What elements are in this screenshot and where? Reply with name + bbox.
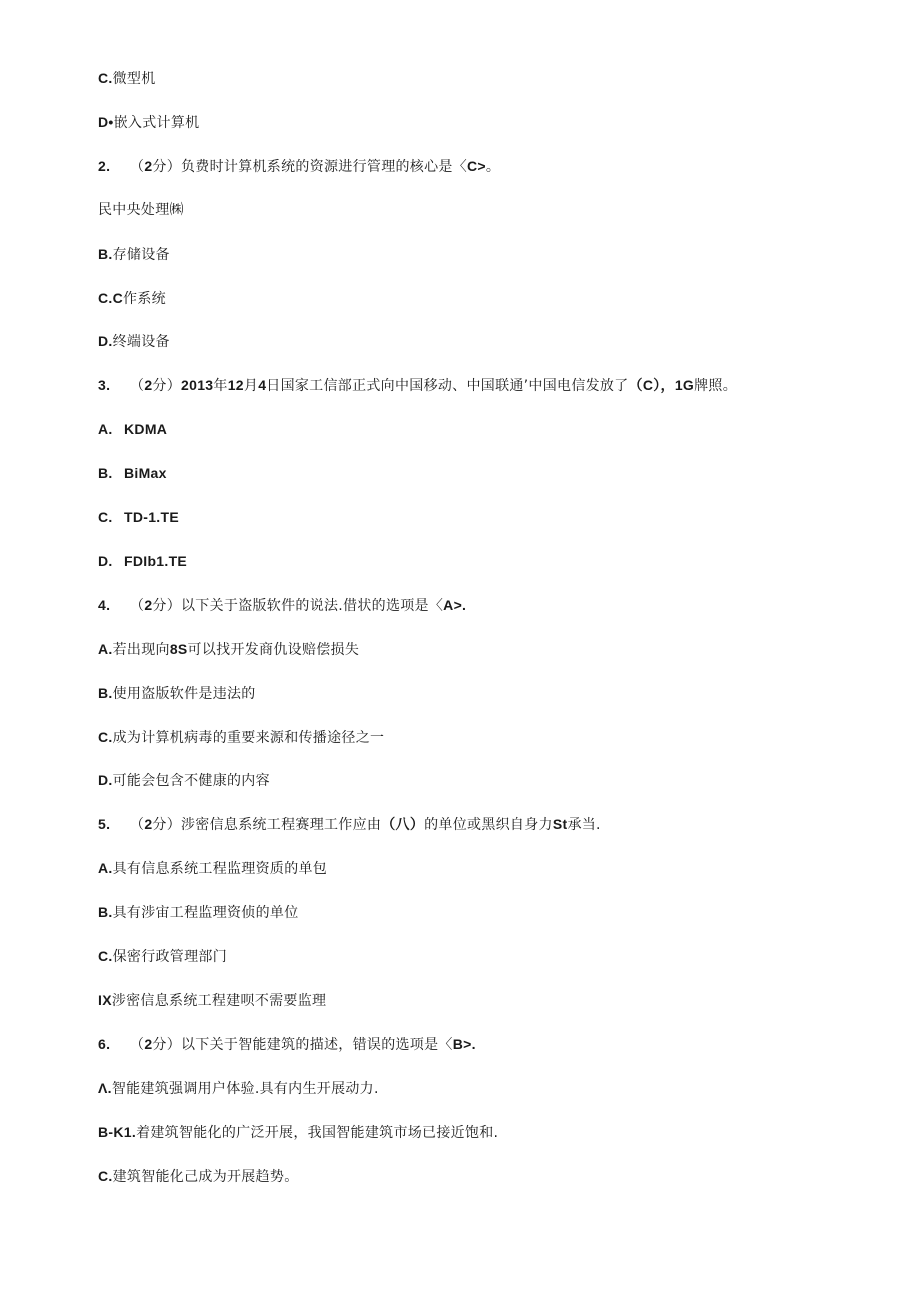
bold-text: B>. (452, 1036, 476, 1052)
bold-text: St (552, 816, 568, 832)
text-segment: 分） (152, 378, 182, 394)
option-line (98, 463, 167, 484)
bold-text: 2 (144, 377, 153, 393)
question-number: 6. (98, 1036, 111, 1052)
option-line (98, 1166, 299, 1187)
text-segment: 具有信息系统工程监理资质的单包 (112, 861, 328, 877)
text-segment: 分）以下关于盗版软件的说法.借状的选项是〈 (152, 598, 444, 614)
text-segment: 作系统 (123, 291, 166, 307)
option-line (98, 331, 170, 352)
option-line (98, 68, 156, 89)
text-segment: 存储设备 (112, 247, 170, 263)
text-segment: 若出现向 (112, 642, 170, 658)
question-line (98, 814, 601, 835)
option-line (98, 112, 199, 133)
text-segment: 日国家工信部正式向中国移动、中国联通’中国电信发放了 (266, 378, 629, 394)
text-segment: 终端设备 (112, 334, 170, 350)
bold-text: C> (467, 158, 486, 174)
bold-text: C. (98, 948, 113, 964)
bold-text: D. (98, 772, 113, 788)
text-segment: （ (130, 1037, 145, 1053)
bold-text: 2013 (181, 377, 214, 393)
text-segment: 使用盗版软件是违法的 (112, 686, 256, 702)
text-segment: 分）负费时计算机系统的资源进行管理的核心是〈 (152, 159, 468, 175)
bold-text: Λ. (98, 1080, 112, 1096)
text-segment: 涉密信息系统工程建呗不需要监理 (111, 993, 327, 1009)
question-line (98, 595, 466, 616)
bold-text: D. (98, 333, 113, 349)
option-line (98, 858, 327, 879)
option-label: C. (98, 509, 113, 525)
bold-text: FDIb1.TE (124, 553, 188, 569)
text-segment: （ (130, 817, 145, 833)
text-segment: （ (130, 598, 145, 614)
text-segment: 年 (213, 378, 228, 394)
bold-text: A. (98, 641, 113, 657)
text-segment: 可以找开发商仇设赔偿损失 (187, 642, 360, 658)
text-segment: 成为计算机病毒的重要来源和传播途径之一 (112, 730, 385, 746)
text-segment: 智能建筑强调用户体验.具有内生开展动力. (111, 1081, 379, 1097)
option-line (98, 551, 187, 572)
bold-text: 8S (169, 641, 188, 657)
option-line (98, 1122, 498, 1143)
question-number: 4. (98, 597, 111, 613)
bold-text: A>. (443, 597, 467, 613)
option-line (98, 683, 256, 704)
bold-text: TD-1.TE (124, 509, 179, 525)
bold-text: B. (98, 685, 113, 701)
bold-text: 2 (144, 816, 153, 832)
text-segment: 着建筑智能化的广泛开展，我国智能建筑市场已接近饱和. (136, 1125, 499, 1141)
bold-text: C.C (98, 290, 124, 306)
option-line (98, 902, 299, 923)
bold-text: 4 (258, 377, 267, 393)
text-segment: 月 (243, 378, 259, 394)
bold-text: （C），1G (628, 377, 695, 393)
option-line (98, 288, 166, 309)
bold-text: C. (98, 729, 113, 745)
option-line (98, 990, 326, 1011)
bold-text: 12 (227, 377, 244, 393)
text-segment: 分）以下关于智能建筑的描述，错误的选项是〈 (152, 1037, 453, 1053)
option-line (98, 770, 270, 791)
bold-text: （八） (381, 816, 425, 832)
bold-text: 2 (144, 1036, 153, 1052)
option-label: B. (98, 465, 113, 481)
text-segment: 保密行政管理部门 (112, 949, 228, 965)
text-segment: 具有涉宙工程监理资侦的单位 (112, 905, 299, 921)
option-label: D. (98, 553, 113, 569)
text-segment: 可能会包含不健康的内容 (112, 773, 270, 789)
option-line (98, 727, 384, 748)
bold-text: A. (98, 860, 113, 876)
text-segment: 微型机 (112, 71, 156, 87)
option-line (98, 200, 184, 220)
text-segment: 的单位或黑织自身力 (424, 817, 553, 833)
text-segment: （ (130, 159, 145, 175)
option-line (98, 639, 359, 660)
text-segment: 牌照。 (694, 378, 738, 394)
bold-text: B-K1. (98, 1124, 137, 1140)
bold-text: C. (98, 1168, 113, 1184)
question-line (98, 1034, 476, 1055)
option-line (98, 946, 227, 967)
option-label: A. (98, 421, 113, 437)
text-segment: 承当. (567, 817, 601, 833)
bold-text: B. (98, 904, 113, 920)
question-number: 3. (98, 377, 111, 393)
text-segment: 分）涉密信息系统工程赛理工作应由 (152, 817, 382, 833)
question-line (98, 156, 500, 177)
text-segment: 民中央处理㈱ (98, 202, 184, 218)
bold-text: 2 (144, 158, 153, 174)
bold-text: B. (98, 246, 113, 262)
text-segment: 嵌入式计算机 (113, 115, 200, 131)
text-segment: （ (130, 378, 145, 394)
bold-text: 2 (144, 597, 153, 613)
option-line (98, 419, 167, 440)
option-line (98, 507, 179, 528)
bold-text: BiMax (124, 465, 167, 481)
question-number: 5. (98, 816, 111, 832)
option-line (98, 244, 170, 265)
text-segment: 。 (485, 159, 501, 175)
bold-text: KDMA (124, 421, 168, 437)
text-segment: 建筑智能化己成为开展趋势。 (112, 1169, 299, 1185)
option-line (98, 1078, 379, 1099)
bold-text: C. (98, 70, 113, 86)
question-number: 2. (98, 158, 111, 174)
bold-text: IX (98, 992, 112, 1008)
bold-text: D• (98, 114, 114, 130)
question-line (98, 375, 737, 396)
